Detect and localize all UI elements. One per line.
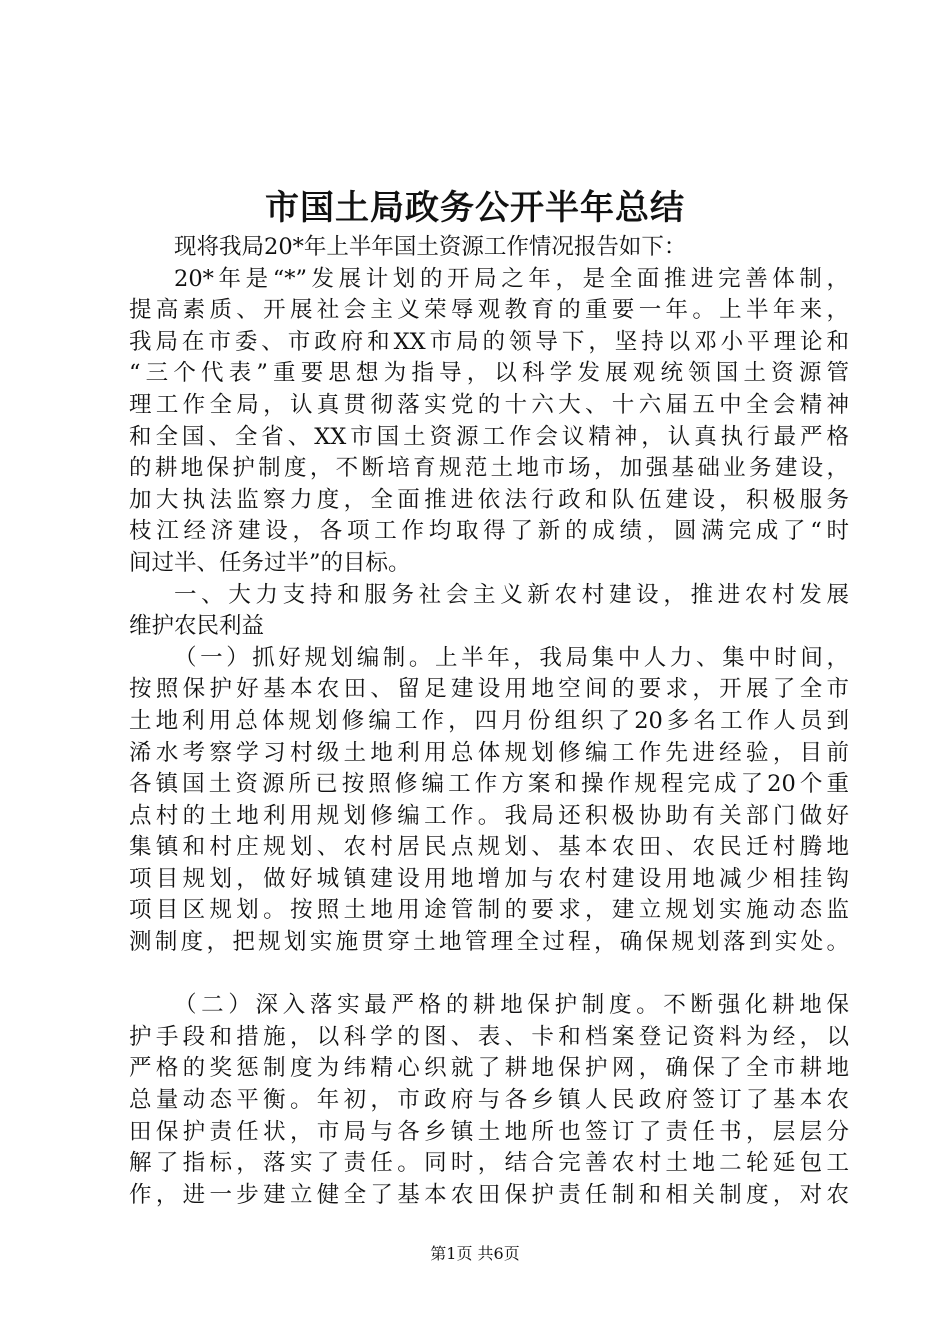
paragraph-planning (129, 643, 849, 959)
text-line: 我局在市委、市政府和XX市局的领导下，坚持以邓小平理论和 (129, 328, 849, 355)
text-line: 间过半、任务过半”的目标。 (129, 549, 411, 576)
text-line: 维护农民利益 (129, 613, 265, 640)
text-line: 作，进一步建立健全了基本农田保护责任制和相关制度，对农 (129, 1181, 849, 1208)
text-line: 的耕地保护制度，不断培育规范土地市场，加强基础业务建设， (129, 455, 849, 482)
section-heading-1 (129, 580, 849, 643)
text-line: 项目规划，做好城镇建设用地增加与农村建设用地减少相挂钩 (129, 865, 849, 892)
text-line: 护手段和措施，以科学的图、表、卡和档案登记资料为经，以 (129, 1023, 849, 1050)
text-line: 提高素质、开展社会主义荣辱观教育的重要一年。上半年来， (129, 297, 849, 324)
paragraph-farmland-protection (129, 990, 849, 1211)
paragraph-overview (129, 264, 849, 580)
text-line: 田保护责任状，市局与各乡镇土地所也签订了责任书，层层分 (129, 1118, 849, 1145)
text-line: 20*年是“*”发展计划的开局之年，是全面推进完善体制， (174, 265, 849, 292)
text-line: 测制度，把规划实施贯穿土地管理全过程，确保规划落到实处。 (129, 929, 849, 956)
text-line: 各镇国土资源所已按照修编工作方案和操作规程完成了20个重 (129, 771, 849, 798)
text-line: 一、大力支持和服务社会主义新农村建设，推进农村发展 (174, 581, 849, 608)
text-line: 现将我局20*年上半年国土资源工作情况报告如下： (174, 234, 687, 260)
text-line: 点村的土地利用规划修编工作。我局还积极协助有关部门做好 (129, 802, 849, 829)
text-line: 枝江经济建设，各项工作均取得了新的成绩，圆满完成了“时 (129, 518, 849, 545)
paragraph-intro (129, 232, 849, 264)
page-number: 第1页 共6页 (430, 1244, 520, 1263)
text-line: 土地利用总体规划修编工作，四月份组织了20多名工作人员到 (129, 707, 849, 734)
paragraph-gap (129, 959, 849, 991)
text-line: 总量动态平衡。年初，市政府与各乡镇人民政府签订了基本农 (129, 1087, 849, 1114)
document-title: 市国土局政务公开半年总结 (265, 188, 685, 228)
text-line: 解了指标，落实了责任。同时，结合完善农村土地二轮延包工 (129, 1150, 849, 1177)
text-line: 加大执法监察力度，全面推进依法行政和队伍建设，积极服务 (129, 486, 849, 513)
text-line: 浠水考察学习村级土地利用总体规划修编工作先进经验，目前 (129, 739, 849, 766)
text-line: 项目区规划。按照土地用途管制的要求，建立规划实施动态监 (129, 897, 849, 924)
text-line: 理工作全局，认真贯彻落实党的十六大、十六届五中全会精神 (129, 391, 849, 418)
text-line: 按照保护好基本农田、留足建设用地空间的要求，开展了全市 (129, 676, 849, 703)
text-line: 集镇和村庄规划、农村居民点规划、基本农田、农民迁村腾地 (129, 834, 849, 861)
text-line: 和全国、全省、XX市国土资源工作会议精神，认真执行最严格 (129, 423, 849, 450)
text-line: 严格的奖惩制度为纬精心织就了耕地保护网，确保了全市耕地 (129, 1055, 849, 1082)
text-line: “三个代表”重要思想为指导，以科学发展观统领国土资源管 (129, 360, 849, 387)
text-line: （二）深入落实最严格的耕地保护制度。不断强化耕地保 (174, 992, 849, 1019)
text-line: （一）抓好规划编制。上半年，我局集中人力、集中时间， (174, 644, 849, 671)
document-body (129, 232, 849, 1211)
